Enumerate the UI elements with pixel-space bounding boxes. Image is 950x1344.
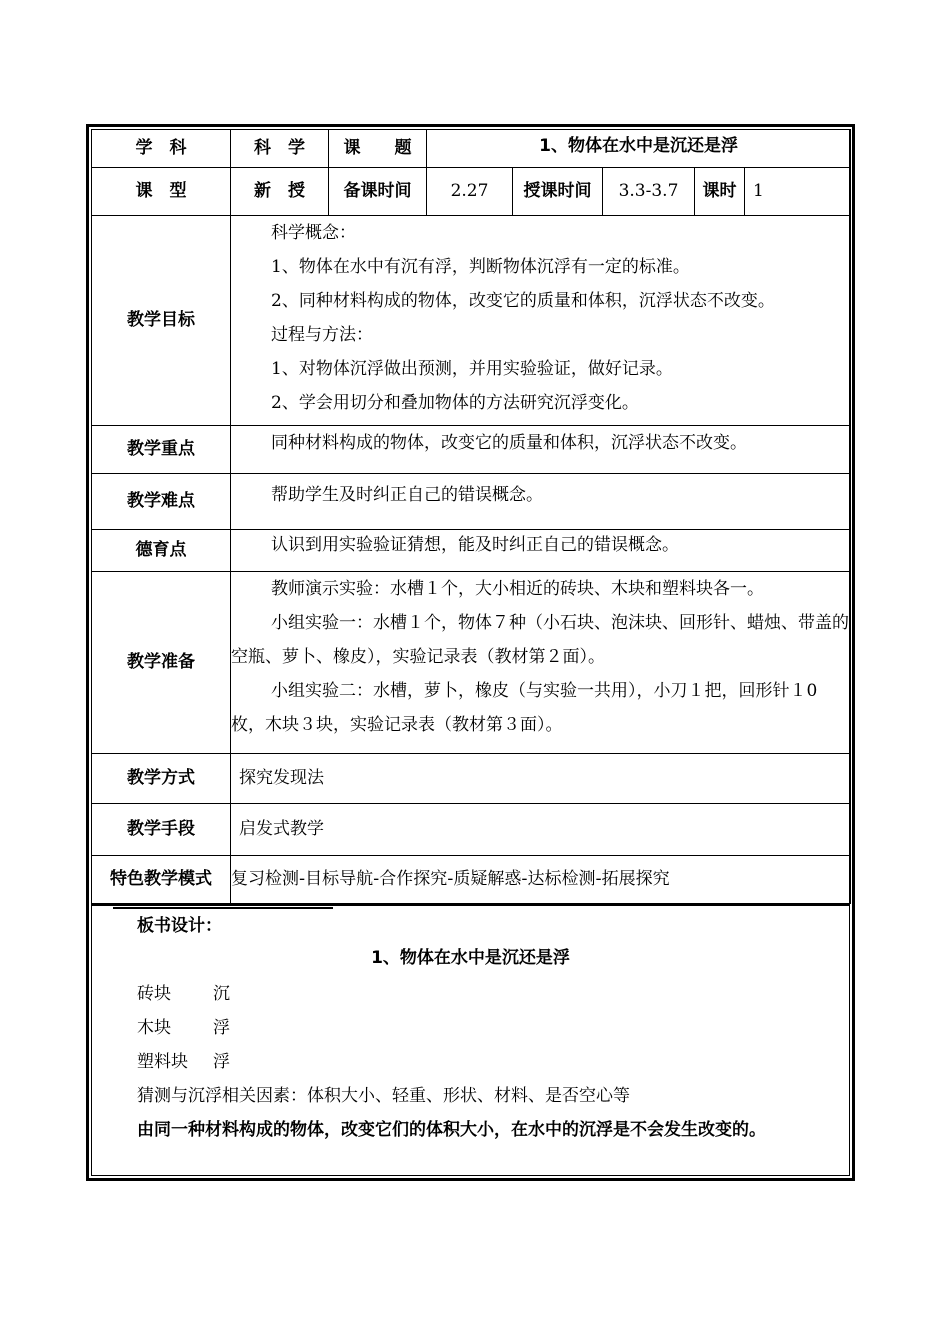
mode-text: 复习检测-目标导航-合作探究-质疑解惑-达标检测-拓展探究: [231, 856, 851, 904]
objectives-label: 教学目标: [92, 216, 231, 426]
row-difficulty: [92, 474, 851, 530]
objective-line: 1、对物体沉浮做出预测，并用实验验证，做好记录。: [271, 359, 673, 379]
period-value: 1: [745, 168, 851, 216]
subject-value: 科 学: [231, 130, 329, 168]
board-row: [137, 1013, 230, 1038]
difficulty-label: 教学难点: [92, 474, 231, 530]
objectives-content: [231, 216, 851, 426]
teach-time-value: 3.3-3.7: [603, 168, 695, 216]
prep-time-label: 备课时间: [329, 168, 427, 216]
type-value: 新 授: [231, 168, 329, 216]
prep-time-value: 2.27: [427, 168, 513, 216]
row-objectives: [92, 216, 851, 426]
row-preparation: [92, 572, 851, 754]
board-item: 砖块: [137, 984, 171, 1004]
board-result: 浮: [213, 1052, 230, 1072]
board-row: [137, 979, 230, 1004]
preparation-label: 教学准备: [92, 572, 231, 754]
key-point-label: 教学重点: [92, 426, 231, 474]
board-factors: 猜测与沉浮相关因素：体积大小、轻重、形状、材料、是否空心等: [137, 1086, 630, 1106]
board-result: 浮: [213, 1018, 230, 1038]
board-item: 塑料块: [137, 1052, 188, 1072]
preparation-para: 小组实验二：水槽，萝卜，橡皮（与实验一共用），小刀１把，回形针１0枚，木块３块，实验记录表（教材第３面）。: [231, 681, 818, 735]
topic-label: 课 题: [329, 130, 427, 168]
objective-line: 2、学会用切分和叠加物体的方法研究沉浮变化。: [271, 393, 639, 413]
row-mode: [92, 856, 851, 904]
board-heading-rule: [113, 907, 333, 909]
mode-label: 特色教学模式: [92, 856, 231, 904]
board-title: 1、物体在水中是沉还是浮: [371, 948, 570, 968]
row-moral: [92, 530, 851, 572]
objective-line: 2、同种材料构成的物体，改变它的质量和体积，沉浮状态不改变。: [271, 291, 775, 311]
difficulty-text: 帮助学生及时纠正自己的错误概念。: [271, 485, 543, 505]
method-label: 教学方式: [92, 754, 231, 804]
difficulty-cell: [231, 474, 851, 530]
board-heading: 板书设计：: [137, 916, 222, 936]
subject-label: 学 科: [92, 130, 231, 168]
board-item: 木块: [137, 1018, 171, 1038]
preparation-para: 教师演示实验：水槽１个，大小相近的砖块、木块和塑料块各一。: [271, 579, 764, 599]
row-means: [92, 804, 851, 856]
means-text: 启发式教学: [231, 804, 851, 856]
board-conclusion: 由同一种材料构成的物体，改变它们的体积大小，在水中的沉浮是不会发生改变的。: [137, 1120, 766, 1140]
teach-time-label: 授课时间: [513, 168, 603, 216]
row-subject: [92, 130, 851, 168]
row-type: [92, 168, 851, 216]
objective-line: 科学概念：: [271, 223, 356, 243]
preparation-para: 小组实验一：水槽１个，物体７种（小石块、泡沫块、回形针、蜡烛、带盖的空瓶、萝卜、橡皮），实验记录表（教材第２面）。: [231, 613, 849, 667]
topic-value: 1、物体在水中是沉还是浮: [427, 130, 851, 168]
objective-line: 过程与方法：: [271, 325, 373, 345]
board-result: 沉: [213, 984, 230, 1004]
moral-cell: [231, 530, 851, 572]
moral-text: 认识到用实验验证猜想，能及时纠正自己的错误概念。: [271, 535, 679, 555]
preparation-content: [231, 572, 851, 754]
row-method: [92, 754, 851, 804]
method-text: 探究发现法: [231, 754, 851, 804]
board-row: [137, 1047, 230, 1072]
moral-label: 德育点: [92, 530, 231, 572]
objective-line: 1、物体在水中有沉有浮，判断物体沉浮有一定的标准。: [271, 257, 690, 277]
lesson-plan-table: [91, 129, 851, 904]
row-key-point: [92, 426, 851, 474]
period-label: 课时: [695, 168, 745, 216]
means-label: 教学手段: [92, 804, 231, 856]
type-label: 课 型: [92, 168, 231, 216]
key-point-cell: [231, 426, 851, 474]
key-point-text: 同种材料构成的物体，改变它的质量和体积，沉浮状态不改变。: [271, 433, 747, 453]
section-divider: [91, 903, 850, 906]
